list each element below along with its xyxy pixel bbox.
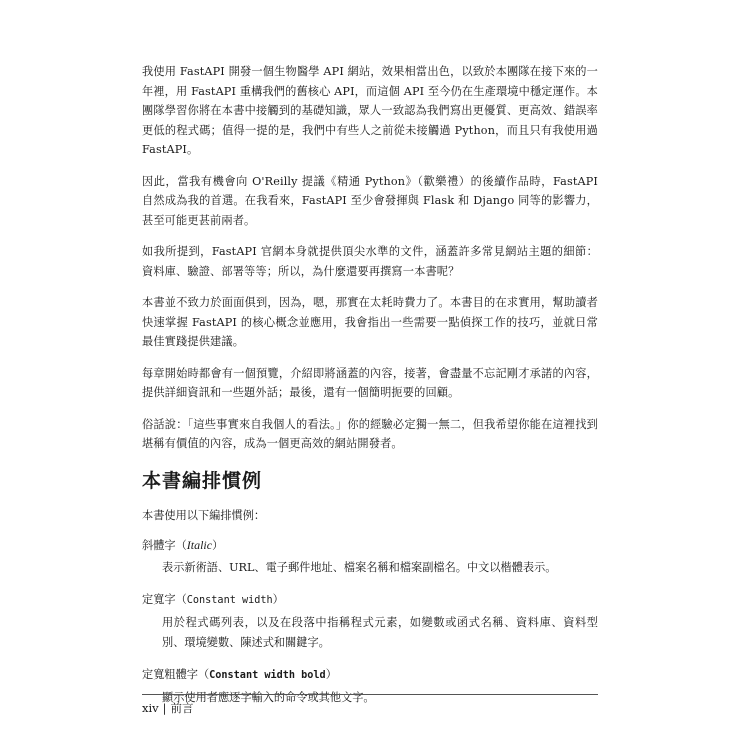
convention-description: 顯示使用者應逐字輸入的命令或其他文字。 bbox=[162, 690, 375, 704]
page-body bbox=[142, 62, 598, 720]
footer-divider bbox=[142, 694, 598, 695]
term-suffix: ） bbox=[212, 538, 224, 552]
term-sample: Constant width bold bbox=[209, 669, 326, 681]
body-paragraph: 如我所提到，FastAPI 官網本身就提供頂尖水準的文件，涵蓋許多常見網站主題的細節：資料庫、驗證、部署等等；所以，為什麼還要再撰寫一本書呢？ bbox=[142, 245, 598, 278]
convention-term bbox=[142, 590, 598, 611]
term-suffix: ） bbox=[272, 592, 284, 606]
term-prefix: 定寬字（ bbox=[142, 592, 187, 606]
body-paragraph: 俗話說：「這些事實來自我個人的看法。」你的經驗必定獨一無二，但我希望你能在這裡找到堪稱有價值的內容，成為一個更高效的網站開發者。 bbox=[142, 417, 598, 450]
body-paragraph: 每章開始時都會有一個預覽，介紹即將涵蓋的內容，接著，會盡量不忘記剛才承諾的內容，提供詳細資訊和一些題外話；最後，還有一個簡明扼要的回顧。 bbox=[142, 366, 598, 399]
section-heading: 本書編排慣例 bbox=[142, 469, 263, 492]
convention-description: 用於程式碼列表，以及在段落中指稱程式元素，如變數或函式名稱、資料庫、資料型別、環境變數、陳述式和關鍵字。 bbox=[162, 615, 598, 649]
convention-italic bbox=[142, 535, 598, 578]
term-prefix: 斜體字（ bbox=[142, 538, 187, 552]
footer-separator: | bbox=[162, 701, 167, 715]
page-number: xiv bbox=[142, 701, 159, 715]
section-intro: 本書使用以下編排慣例： bbox=[142, 508, 266, 522]
term-prefix: 定寬粗體字（ bbox=[142, 667, 210, 681]
convention-description: 表示新術語、URL、電子郵件地址、檔案名稱和檔案副檔名。中文以楷體表示。 bbox=[162, 560, 557, 574]
convention-term bbox=[142, 535, 598, 556]
footer-section-name: 前言 bbox=[170, 701, 194, 715]
convention-constant-width-bold bbox=[142, 665, 598, 708]
term-suffix: ） bbox=[325, 667, 337, 681]
term-sample: Constant width bbox=[186, 594, 273, 606]
convention-constant-width bbox=[142, 590, 598, 653]
body-paragraph: 本書並不致力於面面俱到，因為，嗯，那實在太耗時費力了。本書目的在求實用，幫助讀者快速掌握 FastAPI 的核心概念並應用，我會指出一些需要一點偵探工作的技巧，並就日常最佳實踐提供建議。 bbox=[142, 296, 598, 348]
body-paragraph: 我使用 FastAPI 開發一個生物醫學 API 網站，效果相當出色，以致於本團隊在接下來的一年裡，用 FastAPI 重構我們的舊核心 API，而這個 API 至今仍在生產環境中穩定運作。本團隊學習你將在本書中接觸到的基礎知識，眾人一致認為我們寫出更優質、更高效、錯誤率更低的程式碼；值得一提的是，我們中有些人之前從未接觸過 Python，而且只有我使用過 FastAPI。 bbox=[142, 65, 598, 156]
page-footer bbox=[142, 700, 194, 716]
term-sample: Italic bbox=[186, 537, 213, 552]
convention-term bbox=[142, 665, 598, 686]
body-paragraph: 因此，當我有機會向 O'Reilly 提議《精通 Python》（歡樂禮）的後續作品時，FastAPI 自然成為我的首選。在我看來，FastAPI 至少會發揮與 Flask 和 Django 同等的影響力，甚至可能更甚前兩者。 bbox=[142, 174, 598, 227]
